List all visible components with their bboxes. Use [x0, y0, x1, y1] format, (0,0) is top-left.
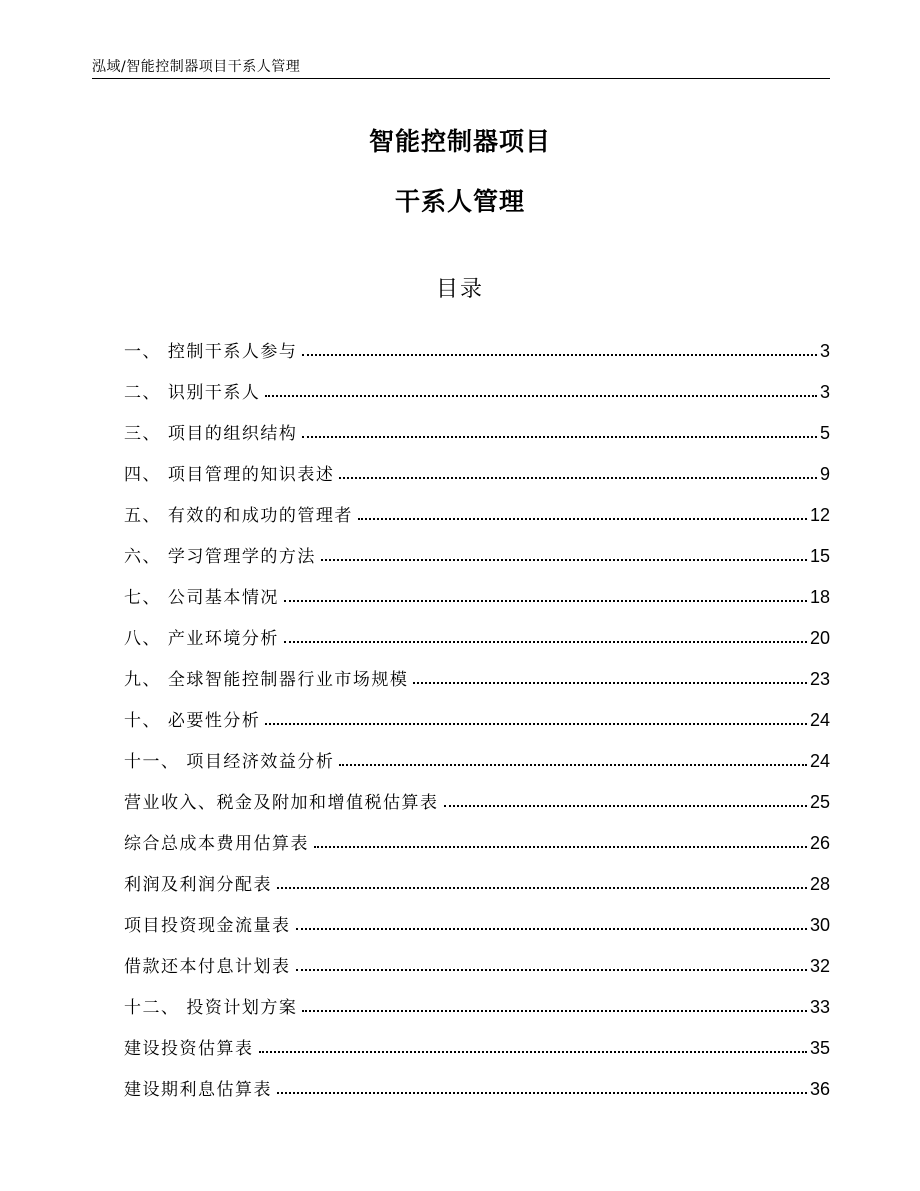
toc-dot-leader [259, 1050, 807, 1053]
toc-entry-label: 十一、 项目经济效益分析 [124, 752, 335, 772]
toc-entry[interactable] [124, 731, 830, 772]
table-of-contents [124, 321, 830, 1100]
toc-entry-label: 一、 控制干系人参与 [124, 342, 298, 362]
toc-entry-label: 二、 识别干系人 [124, 383, 261, 403]
toc-entry[interactable] [124, 362, 830, 403]
toc-dot-leader [265, 722, 807, 725]
toc-entry[interactable] [124, 321, 830, 362]
toc-entry[interactable] [124, 567, 830, 608]
toc-entry[interactable] [124, 1059, 830, 1100]
toc-entry-page: 23 [809, 669, 830, 689]
header-text: 泓域/智能控制器项目干系人管理 [92, 59, 301, 75]
toc-entry-page: 9 [819, 464, 830, 484]
toc-entry-page: 24 [809, 710, 830, 730]
toc-entry[interactable] [124, 485, 830, 526]
toc-entry-page: 24 [809, 751, 830, 771]
toc-entry-label: 六、 学习管理学的方法 [124, 547, 316, 567]
toc-entry[interactable] [124, 895, 830, 936]
toc-entry[interactable] [124, 813, 830, 854]
toc-dot-leader [339, 476, 817, 479]
toc-dot-leader [358, 517, 807, 520]
page-header [92, 52, 830, 79]
toc-dot-leader [296, 927, 807, 930]
toc-entry-label: 建设投资估算表 [124, 1039, 254, 1059]
toc-entry-label: 借款还本付息计划表 [124, 957, 291, 977]
toc-dot-leader [413, 681, 807, 684]
toc-entry-label: 九、 全球智能控制器行业市场规模 [124, 670, 409, 690]
toc-entry-label: 三、 项目的组织结构 [124, 424, 298, 444]
toc-entry-page: 12 [809, 505, 830, 525]
toc-dot-leader [302, 353, 817, 356]
toc-entry[interactable] [124, 690, 830, 731]
toc-dot-leader [277, 1091, 807, 1094]
toc-dot-leader [284, 599, 807, 602]
toc-dot-leader [302, 1009, 807, 1012]
toc-entry-page: 25 [809, 792, 830, 812]
toc-entry-page: 5 [819, 423, 830, 443]
toc-entry-label: 八、 产业环境分析 [124, 629, 279, 649]
toc-heading: 目录 [435, 277, 484, 302]
toc-entry-label: 利润及利润分配表 [124, 875, 272, 895]
toc-entry-page: 35 [809, 1038, 830, 1058]
toc-entry-page: 15 [809, 546, 830, 566]
toc-entry-page: 32 [809, 956, 830, 976]
toc-entry-label: 十二、 投资计划方案 [124, 998, 298, 1018]
toc-dot-leader [321, 558, 807, 561]
toc-entry[interactable] [124, 403, 830, 444]
toc-entry-label: 七、 公司基本情况 [124, 588, 279, 608]
toc-entry[interactable] [124, 936, 830, 977]
toc-entry-label: 四、 项目管理的知识表述 [124, 465, 335, 485]
toc-entry-page: 36 [809, 1079, 830, 1099]
toc-entry-page: 3 [819, 382, 830, 402]
toc-entry-page: 20 [809, 628, 830, 648]
toc-entry-page: 30 [809, 915, 830, 935]
toc-entry-label: 五、 有效的和成功的管理者 [124, 506, 353, 526]
toc-entry-page: 18 [809, 587, 830, 607]
toc-entry[interactable] [124, 772, 830, 813]
toc-entry-label: 建设期利息估算表 [124, 1080, 272, 1100]
toc-entry-label: 十、 必要性分析 [124, 711, 261, 731]
toc-dot-leader [265, 394, 817, 397]
document-title: 智能控制器项目 [368, 127, 551, 156]
toc-entry-label: 营业收入、税金及附加和增值税估算表 [124, 793, 439, 813]
toc-entry-page: 26 [809, 833, 830, 853]
toc-dot-leader [284, 640, 807, 643]
document-subtitle: 干系人管理 [394, 187, 525, 216]
toc-dot-leader [339, 763, 807, 766]
toc-entry[interactable] [124, 649, 830, 690]
toc-entry[interactable] [124, 977, 830, 1018]
toc-entry-label: 综合总成本费用估算表 [124, 834, 309, 854]
toc-dot-leader [302, 435, 817, 438]
toc-entry[interactable] [124, 1018, 830, 1059]
toc-entry-label: 项目投资现金流量表 [124, 916, 291, 936]
toc-entry-page: 33 [809, 997, 830, 1017]
toc-entry[interactable] [124, 608, 830, 649]
toc-entry[interactable] [124, 444, 830, 485]
toc-entry[interactable] [124, 854, 830, 895]
toc-entry[interactable] [124, 526, 830, 567]
toc-dot-leader [314, 845, 807, 848]
toc-dot-leader [296, 968, 807, 971]
toc-entry-page: 28 [809, 874, 830, 894]
toc-entry-page: 3 [819, 341, 830, 361]
toc-dot-leader [444, 804, 807, 807]
toc-dot-leader [277, 886, 807, 889]
